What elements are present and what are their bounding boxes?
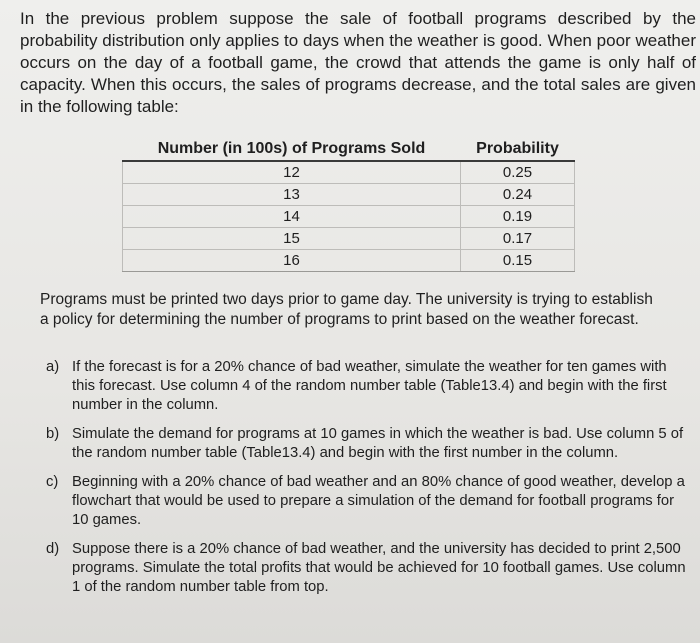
cell-programs-sold: 13: [123, 184, 461, 206]
question-text: Suppose there is a 20% chance of bad weather, and the university has decided to print 2,500 programs. Simulate the total profits that would be achieved for 10 football games. Use column 1 of the random number table from top.: [72, 541, 686, 595]
question-d: [46, 540, 686, 597]
question-label: d): [46, 541, 60, 557]
question-text: Simulate the demand for programs at 10 games in which the weather is bad. Use column 5 of the random number table (Table13.4) and begin with the first number in the column.: [72, 426, 684, 461]
header-probability: Probability: [461, 139, 575, 161]
table-row: [123, 206, 575, 228]
table-row: [123, 250, 575, 272]
question-label: c): [46, 474, 59, 490]
table-header-row: [123, 139, 575, 161]
probability-table: [122, 139, 575, 272]
policy-paragraph: Programs must be printed two days prior to game day. The university is trying to establish a policy for determining the number of programs to print based on the weather forecast.: [40, 291, 653, 328]
question-b: [46, 425, 686, 463]
question-list: [46, 358, 686, 607]
table-row: [123, 228, 575, 250]
cell-probability: 0.15: [461, 250, 575, 272]
question-text: Beginning with a 20% chance of bad weather and an 80% chance of good weather, develop a flowchart that would be used to prepare a simulation of the demand for football programs for 10 games.: [72, 474, 685, 528]
intro-text: In the previous problem suppose the sale of football programs described by the probability distribution only applies to days when the weather is good. When poor weather occurs on the day of a football game, the crowd that attends the game is only half of capacity. When this occurs, the sales of programs decrease, and the total sales are given in the following table:: [20, 9, 696, 116]
cell-programs-sold: 12: [123, 161, 461, 184]
question-text: If the forecast is for a 20% chance of bad weather, simulate the weather for ten games with this forecast. Use column 4 of the random number table (Table13.4) and begin with the first number in the column.: [72, 359, 667, 413]
cell-probability: 0.25: [461, 161, 575, 184]
cell-probability: 0.19: [461, 206, 575, 228]
cell-programs-sold: 15: [123, 228, 461, 250]
table-row: [123, 161, 575, 184]
cell-programs-sold: 16: [123, 250, 461, 272]
question-label: a): [46, 359, 60, 375]
header-programs-sold: Number (in 100s) of Programs Sold: [123, 139, 461, 161]
cell-programs-sold: 14: [123, 206, 461, 228]
cell-probability: 0.24: [461, 184, 575, 206]
question-c: [46, 473, 686, 530]
cell-probability: 0.17: [461, 228, 575, 250]
question-label: b): [46, 426, 60, 442]
table-row: [123, 184, 575, 206]
question-a: [46, 358, 686, 415]
